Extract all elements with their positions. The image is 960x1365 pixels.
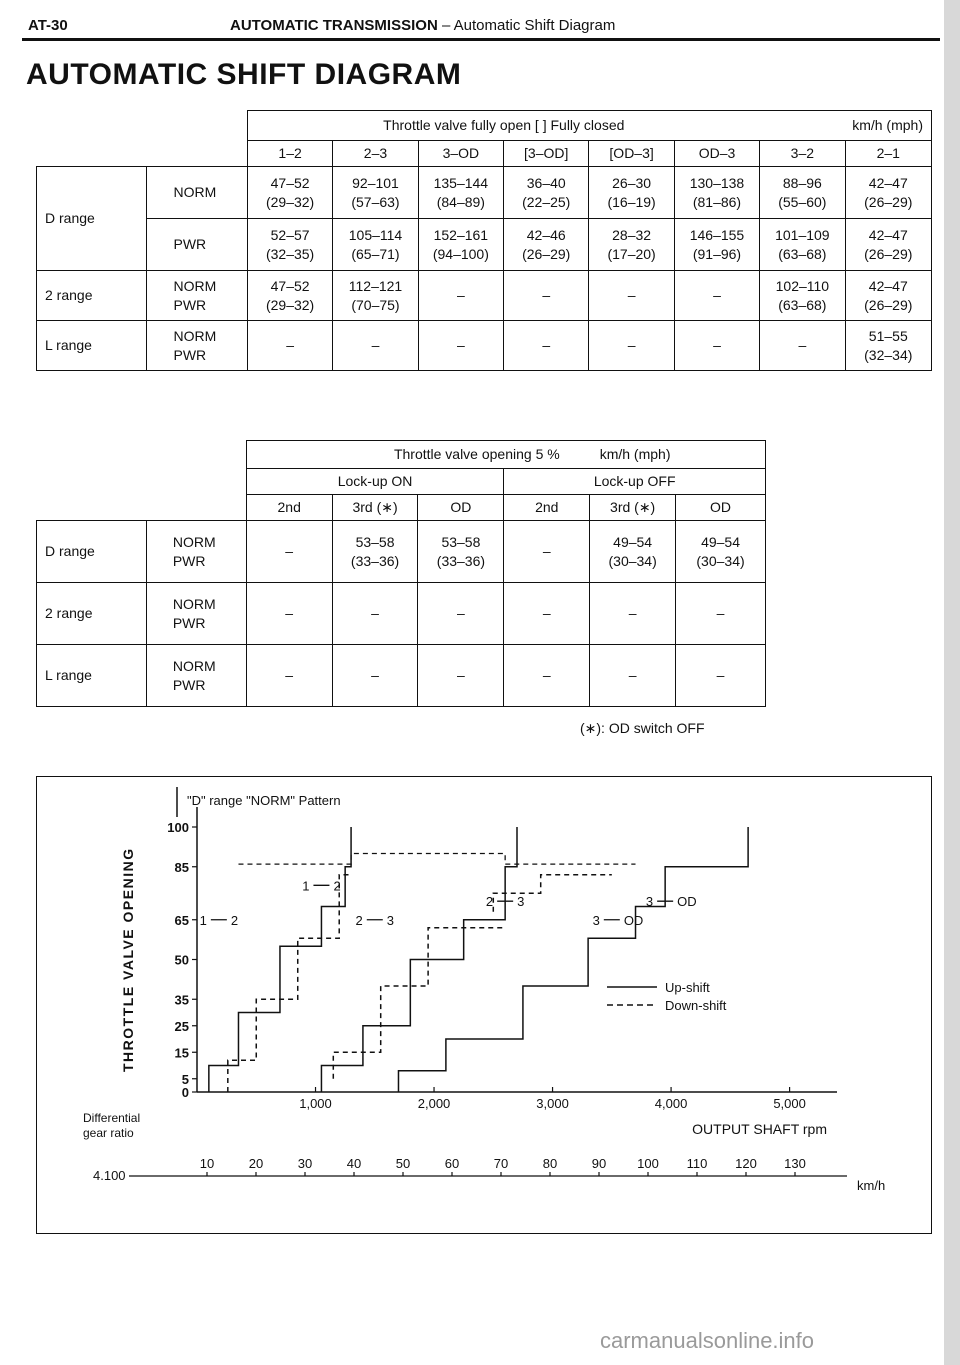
table2-cell: –	[504, 645, 590, 707]
kmh-unit-label: km/h	[857, 1178, 886, 1193]
table1-cell: 130–138 (81–86)	[674, 167, 759, 219]
table2-unit: km/h (mph)	[590, 441, 766, 469]
table2-cell: –	[418, 583, 504, 645]
chart-root	[83, 787, 885, 1193]
table1-cell: –	[589, 321, 674, 371]
gear-ratio-value: 4.100	[93, 1168, 126, 1183]
kmh-tick-label: 130	[784, 1156, 806, 1171]
s3od-low-label-from: 3	[592, 912, 600, 928]
gear-ratio-label: gear ratio	[83, 1126, 134, 1140]
header-rule	[22, 38, 940, 41]
table2-row-label: D range	[37, 521, 147, 583]
page-edge-shadow	[944, 0, 960, 1365]
table1-mode-label: NORM	[147, 167, 247, 219]
table2-row-label: 2 range	[37, 583, 147, 645]
table2-col-header: 3rd (∗)	[590, 495, 676, 521]
table1-row-label: L range	[37, 321, 147, 371]
s3od-low-label-to: OD	[623, 912, 644, 928]
table2-corner	[37, 441, 247, 521]
table2-cell: –	[504, 583, 590, 645]
legend-upshift-label: Up-shift	[665, 980, 710, 995]
table1-cell: 102–110 (63–68)	[760, 271, 845, 321]
s23-low-label-to: 3	[386, 912, 395, 928]
x-tick-label: 3,000	[536, 1096, 569, 1111]
kmh-tick-label: 120	[735, 1156, 757, 1171]
x-tick-label: 2,000	[417, 1096, 451, 1111]
table2-cell: 53–58 (33–36)	[332, 521, 418, 583]
od-switch-footnote: (∗): OD switch OFF	[580, 720, 705, 736]
table1-cell: 135–144 (84–89)	[418, 167, 503, 219]
table1-cell: –	[247, 321, 332, 371]
table1-cell: 26–30 (16–19)	[589, 167, 674, 219]
table2-cell: –	[676, 583, 766, 645]
s12-high-label-from: 1	[302, 878, 310, 894]
table1-cell: –	[504, 271, 589, 321]
table1-unit: km/h (mph)	[760, 111, 932, 141]
table1-cell: 28–32 (17–20)	[589, 219, 674, 271]
watermark: carmanualsonline.info	[600, 1328, 815, 1353]
kmh-tick-label: 50	[395, 1156, 411, 1171]
table2-col-header: 2nd	[246, 495, 332, 521]
table2-cell: –	[246, 645, 332, 707]
table1-mode-label: NORM PWR	[147, 321, 247, 371]
table2-cell: 49–54 (30–34)	[676, 521, 766, 583]
table2-mode-label: NORM PWR	[146, 645, 246, 707]
table1-corner	[37, 111, 248, 167]
table1-cell: –	[333, 321, 418, 371]
table1-cell: 47–52 (29–32)	[247, 167, 332, 219]
table2-mode-label: NORM PWR	[146, 521, 246, 583]
kmh-tick-label: 40	[346, 1156, 362, 1171]
table1-cell: –	[418, 321, 503, 371]
table1-cell: 52–57 (32–35)	[247, 219, 332, 271]
s3od-high-label-to: OD	[677, 894, 697, 910]
table1-cell: –	[674, 271, 759, 321]
y-tick-label: 85	[174, 859, 189, 875]
table1-cell: 105–114 (65–71)	[333, 219, 418, 271]
y-axis-label: THROTTLE VALVE OPENING	[120, 847, 136, 1072]
table1-col-header: [OD–3]	[589, 141, 674, 167]
downshift-line	[493, 875, 612, 912]
shift-speed-table	[36, 110, 932, 371]
table1-cell: 152–161 (94–100)	[418, 219, 503, 271]
downshift-line	[333, 928, 505, 1079]
table2-group-lockup-on: Lock-up ON	[246, 469, 504, 495]
kmh-tick-label: 20	[248, 1156, 264, 1171]
table1-col-header: 2–3	[333, 141, 418, 167]
table2-cell: –	[504, 521, 590, 583]
x-axis-label: OUTPUT SHAFT rpm	[692, 1121, 827, 1137]
table1-cell: 42–47 (26–29)	[845, 271, 931, 321]
kmh-tick-label: 70	[493, 1156, 509, 1171]
x-tick-label: 5,000	[773, 1096, 806, 1111]
table2-col-header: 3rd (∗)	[332, 495, 418, 521]
x-tick-label: 1,000	[299, 1096, 332, 1111]
table1-col-header: 3–OD	[418, 141, 503, 167]
table1-col-header: 1–2	[247, 141, 332, 167]
s23-high-label-from: 2	[485, 894, 494, 910]
s23-high-label-to: 3	[517, 894, 525, 910]
table2-col-header: 2nd	[504, 495, 590, 521]
legend-downshift-label: Down-shift	[665, 998, 727, 1013]
page-number: AT-30	[28, 17, 68, 34]
table1-mode-label: NORM PWR	[147, 271, 247, 321]
table2-cell: –	[676, 645, 766, 707]
table2-row-label: L range	[37, 645, 147, 707]
x-tick-label: 4,000	[654, 1096, 688, 1111]
kmh-tick-label: 10	[199, 1156, 215, 1171]
kmh-tick-label: 100	[637, 1156, 659, 1171]
page-title: AUTOMATIC SHIFT DIAGRAM	[26, 58, 462, 91]
table1-col-header: 3–2	[760, 141, 845, 167]
table2-cell: –	[246, 583, 332, 645]
shift-diagram-frame	[36, 776, 932, 1234]
table1-row-label: D range	[37, 167, 147, 271]
table1-cell: 42–47 (26–29)	[845, 219, 931, 271]
section-title-main: AUTOMATIC TRANSMISSION	[230, 17, 438, 34]
y-tick-label: 50	[174, 952, 189, 968]
table1-cell: –	[589, 271, 674, 321]
chart-title: "D" range "NORM" Pattern	[187, 793, 341, 808]
table2-cell: –	[332, 645, 418, 707]
upshift-line	[209, 827, 351, 1092]
kmh-tick-label: 30	[297, 1156, 313, 1171]
y-tick-label: 35	[174, 992, 189, 1008]
table1-cell: 36–40 (22–25)	[504, 167, 589, 219]
table2-cell: 53–58 (33–36)	[418, 521, 504, 583]
table1-cell: –	[504, 321, 589, 371]
table2-col-header: OD	[676, 495, 766, 521]
table2-cell: –	[418, 645, 504, 707]
s23-low-label-from: 2	[355, 912, 363, 928]
gear-ratio-label: Differential	[83, 1111, 141, 1125]
table1-cell: –	[418, 271, 503, 321]
lockup-speed-table	[36, 440, 766, 707]
y-tick-label: 15	[174, 1045, 189, 1061]
table1-cell: 112–121 (70–75)	[333, 271, 418, 321]
table1-cell: 101–109 (63–68)	[760, 219, 845, 271]
table2-cell: –	[590, 645, 676, 707]
table2-col-header: OD	[418, 495, 504, 521]
table1-caption: Throttle valve fully open [ ] Fully closed	[247, 111, 759, 141]
s12-high-label-to: 2	[333, 878, 341, 894]
s12-low-label-to: 2	[230, 912, 239, 928]
kmh-tick-label: 60	[444, 1156, 460, 1171]
table1-cell: –	[674, 321, 759, 371]
s3od-high-label-from: 3	[645, 894, 654, 910]
table1-col-header: OD–3	[674, 141, 759, 167]
table1-cell: 42–47 (26–29)	[845, 167, 931, 219]
table1-cell: 88–96 (55–60)	[760, 167, 845, 219]
table1-cell: 42–46 (26–29)	[504, 219, 589, 271]
table2-cell: 49–54 (30–34)	[590, 521, 676, 583]
table1-cell: 51–55 (32–34)	[845, 321, 931, 371]
shift-diagram-chart	[37, 777, 930, 1232]
table1-cell: 146–155 (91–96)	[674, 219, 759, 271]
downshift-line	[238, 854, 635, 865]
table2-group-lockup-off: Lock-up OFF	[504, 469, 766, 495]
table1-cell: 92–101 (57–63)	[333, 167, 418, 219]
table1-col-header: [3–OD]	[504, 141, 589, 167]
table2-cell: –	[590, 583, 676, 645]
y-tick-label: 5	[181, 1071, 189, 1087]
table2-cell: –	[246, 521, 332, 583]
table2-mode-label: NORM PWR	[146, 583, 246, 645]
section-title	[230, 17, 615, 34]
table1-col-header: 2–1	[845, 141, 931, 167]
s12-low-label-from: 1	[199, 912, 207, 928]
table1-cell: 47–52 (29–32)	[247, 271, 332, 321]
kmh-tick-label: 90	[591, 1156, 607, 1171]
y-tick-label: 100	[167, 820, 189, 835]
table2-cell: –	[332, 583, 418, 645]
table1-cell: –	[760, 321, 845, 371]
table2-caption: Throttle valve opening 5 %	[246, 441, 589, 469]
page-header	[22, 14, 934, 38]
y-tick-label: 0	[181, 1085, 189, 1100]
kmh-tick-label: 110	[686, 1156, 708, 1171]
table1-row-label: 2 range	[37, 271, 147, 321]
table1-mode-label: PWR	[147, 219, 247, 271]
section-subtitle: – Automatic Shift Diagram	[441, 17, 616, 34]
y-tick-label: 65	[174, 912, 189, 928]
y-tick-label: 25	[174, 1018, 189, 1034]
kmh-tick-label: 80	[542, 1156, 558, 1171]
